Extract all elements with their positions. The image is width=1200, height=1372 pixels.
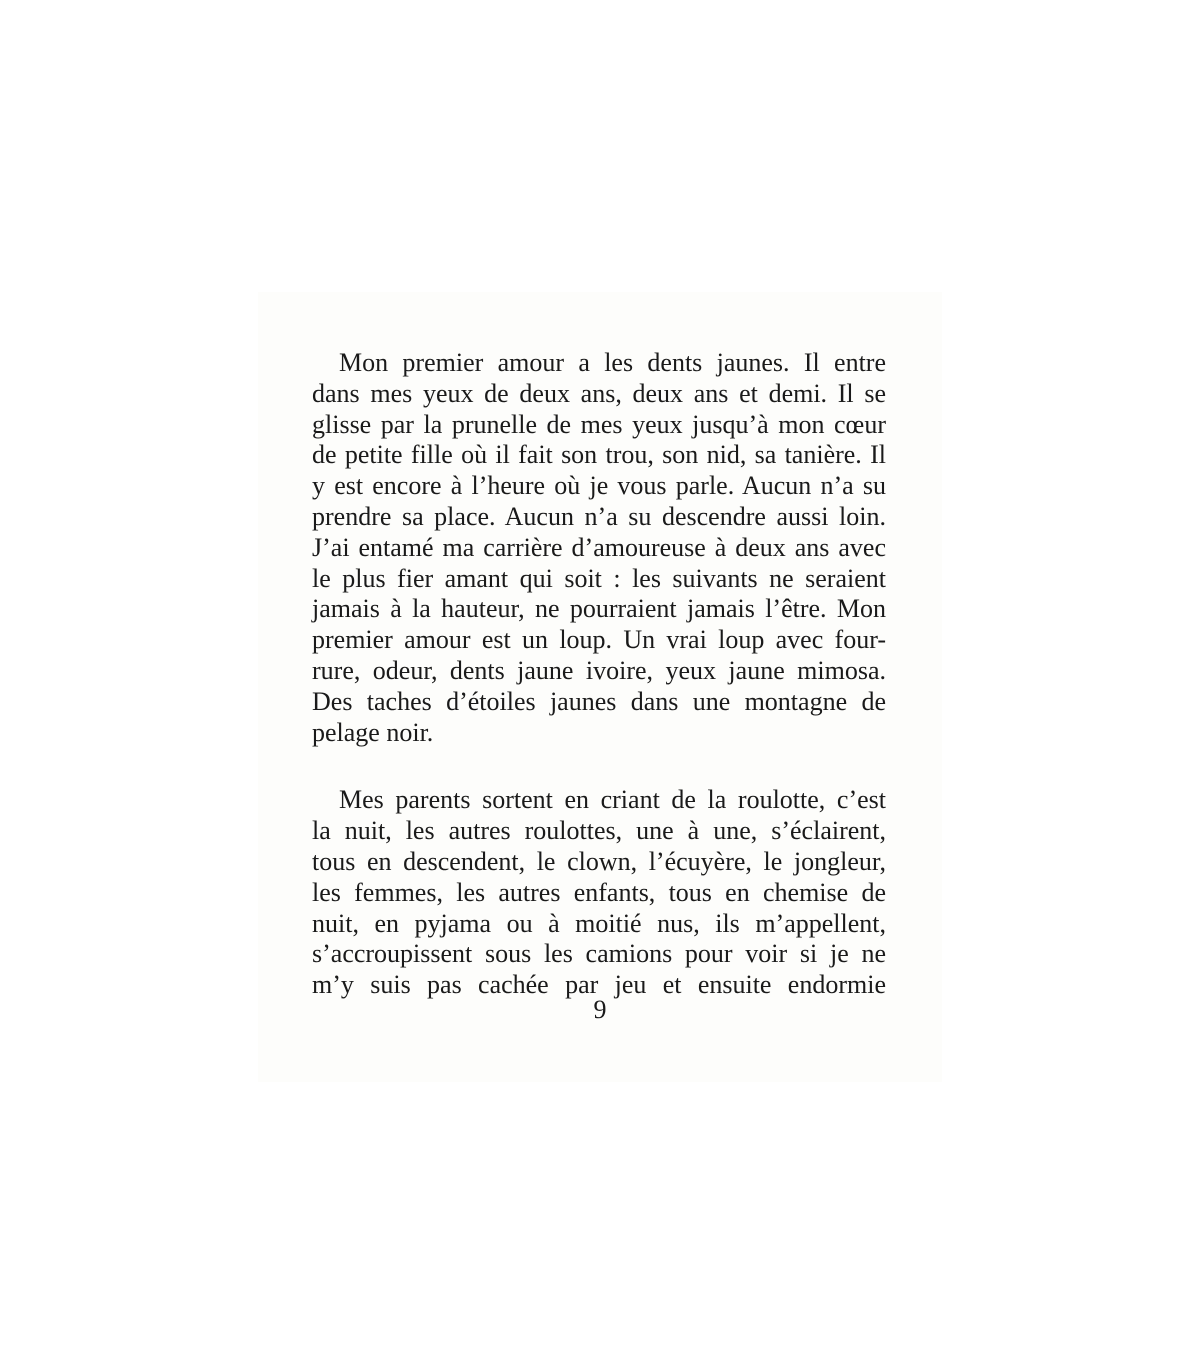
text-line: premier amour est un loup. Un vrai loup avec four- <box>312 625 886 655</box>
text-line: glisse par la prunelle de mes yeux jusqu’à mon cœur <box>312 409 886 439</box>
text-line: pelage noir. <box>312 717 434 747</box>
text-line: de petite fille où il fait son trou, son nid, sa tanière. Il <box>312 440 886 470</box>
text-line: m’y suis pas cachée par jeu et ensuite endormie <box>312 970 886 1000</box>
text-line: prendre sa place. Aucun n’a su descendre aussi loin. <box>312 501 886 531</box>
body-text <box>312 348 886 1001</box>
text-line: rure, odeur, dents jaune ivoire, yeux jaune mimosa. <box>312 655 886 685</box>
text-line: jamais à la hauteur, ne pourraient jamais l’être. Mon <box>312 594 886 624</box>
paragraph-1 <box>312 348 886 748</box>
text-line: J’ai entamé ma carrière d’amoureuse à deux ans avec <box>312 532 886 562</box>
text-line: y est encore à l’heure où je vous parle. Aucun n’a su <box>312 471 886 501</box>
text-line: nuit, en pyjama ou à moitié nus, ils m’appellent, <box>312 908 886 938</box>
paragraph-2 <box>312 785 886 1001</box>
text-line: Mon premier amour a les dents jaunes. Il entre <box>339 348 886 377</box>
text-line: tous en descendent, le clown, l’écuyère, le jongleur, <box>312 846 886 876</box>
text-line: le plus fier amant qui soit : les suivants ne seraient <box>312 563 886 593</box>
text-line: les femmes, les autres enfants, tous en chemise de <box>312 877 886 907</box>
page-number: 9 <box>593 995 607 1024</box>
text-line: la nuit, les autres roulottes, une à une, s’éclairent, <box>312 816 886 846</box>
text-line: s’accroupissent sous les camions pour voir si je ne <box>312 939 886 969</box>
text-line: dans mes yeux de deux ans, deux ans et demi. Il se <box>312 378 886 408</box>
text-line: Des taches d’étoiles jaunes dans une montagne de <box>312 686 886 716</box>
paragraph-gap <box>312 748 886 785</box>
text-line: Mes parents sortent en criant de la roulotte, c’est <box>339 785 886 815</box>
